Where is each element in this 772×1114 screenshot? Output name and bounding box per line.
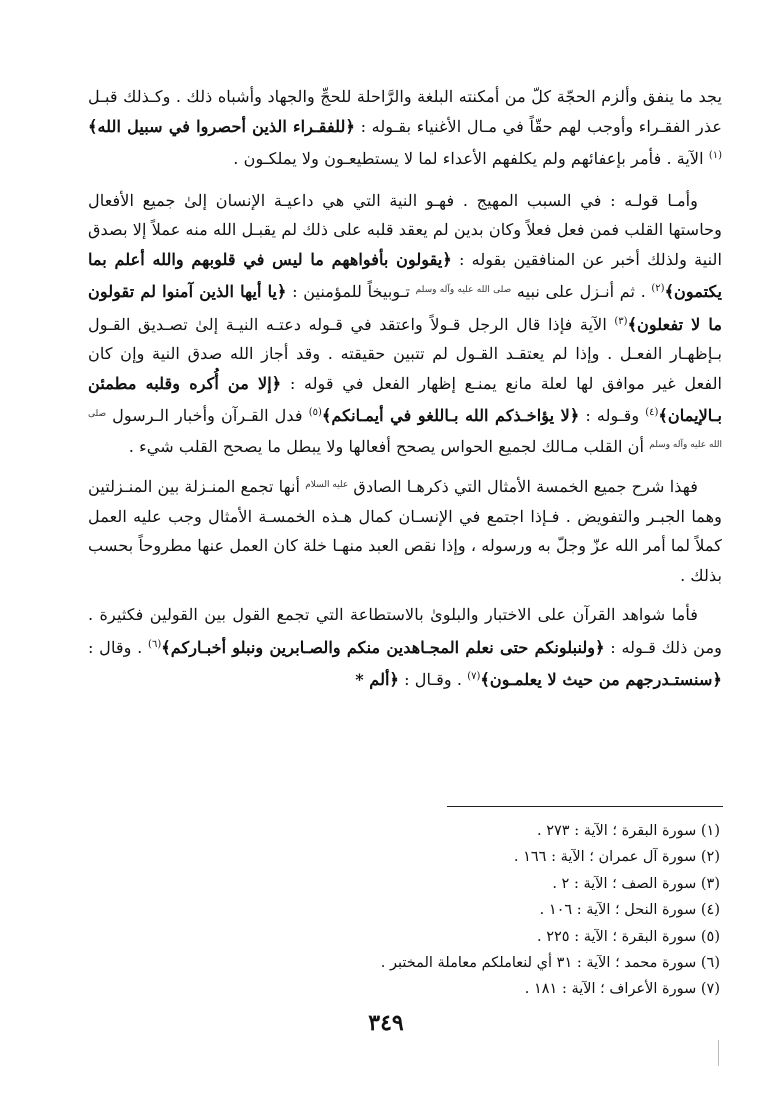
quran-verse: ﴿إلا من أُكره وقلبه مطمئن بـالإيمان﴾ bbox=[88, 373, 722, 425]
salawat-symbol: صلى الله عليه وآله وسلم bbox=[415, 285, 512, 295]
quran-verse: ﴿لا يؤاخـذكم الله بـاللغو في أيمـانكم﴾ bbox=[321, 406, 580, 425]
text-run: فهذا شرح جميع الخمسة الأمثال التي ذكرهـا الصادق bbox=[348, 477, 698, 496]
scan-edge-mark bbox=[718, 1040, 719, 1066]
text-run: الآية . فأمر بإعفائهم ولم يكلفهم الأعداء لما لا يستطيعـون ولا يملكـون . bbox=[233, 149, 709, 168]
quran-verse: ﴿يقولون بأفواههم ما ليس في قلوبهم والله أعلم بما يكتمون﴾ bbox=[88, 249, 722, 301]
paragraph-2 bbox=[88, 186, 722, 462]
quran-verse: ﴿سنستـدرجهم من حيث لا يعلمـون﴾ bbox=[480, 670, 722, 689]
text-run: الآية فإذا قال الرجل قـولاً واعتقد في قـوله دعتـه النيـة إلىٰ تصـديق القـول بـإظهـار الفعـل . وإذا لم يعتقـد القـول لم تتبين حقيقته . وقد أجاز الله صدق النية وإن كان الفعل غير موافق لها لعلة مانع يمنـع إظهار الفعل في قوله : bbox=[88, 314, 723, 393]
footnote-ref[interactable]: (٦) bbox=[148, 638, 162, 650]
text-run: فدل القـرآن وأخبار الـرسول bbox=[106, 406, 309, 425]
footnote-item: (٥) سورة البقرة ؛ الآية : ٢٢٥ . bbox=[537, 928, 720, 945]
main-text bbox=[88, 82, 722, 695]
footnote-ref[interactable]: (٥) bbox=[308, 407, 322, 418]
text-run: أن القلب مـالك لجميع الحواس يصحح أفعالها ولا يبطل ما يصحح القلب شيء . bbox=[128, 436, 650, 456]
text-run: وأمـا قولـه : في السبب المهيج . فهـو النية التي هي داعيـة الإنسان إلىٰ جميع الأفعال وحاستها القلب فمن فعل فعلاً وكان بدين لم يعقد قلبه على ذلك لم يقبـل الله منه عملاً إلا بصدق النية ولذلك أخبر عن المنافقين بقوله : bbox=[88, 190, 722, 269]
text-run: . ثم أنـزل على نبيه bbox=[511, 282, 652, 301]
footnote-ref[interactable]: (٤) bbox=[645, 407, 659, 418]
paragraph-1 bbox=[88, 82, 722, 174]
text-run: يجد ما ينفق وألزم الحجّة كلّ من أمكنته البلغة والرَّاحلة للحجِّ والجهاد وأشباه ذلك . وكـذلك قبـل عذر الفقـراء وأوجب لهم حقّاً في مـال الأغنياء بقـوله : bbox=[88, 87, 722, 136]
salutation-symbol: عليه السلام bbox=[305, 480, 349, 490]
quran-verse: ﴿ألم * bbox=[355, 670, 399, 689]
salawat-symbol: صلى الله عليه وآله وسلم bbox=[88, 409, 722, 450]
footnote-divider bbox=[447, 806, 723, 807]
footnote-ref[interactable]: (٧) bbox=[467, 671, 481, 682]
page-number: ٣٤٩ bbox=[368, 1010, 404, 1036]
text-run: فأما شواهد القرآن على الاختبار والبلوىٰ بالاستطاعة التي تجمع القول بين القولين فكثيرة . ومن ذلك قـوله : bbox=[88, 605, 722, 657]
footnotes-list bbox=[88, 818, 720, 1003]
quran-verse: ﴿للفقـراء الذين أحصروا في سبيل الله﴾ bbox=[88, 116, 355, 136]
footnote-item: (٤) سورة النحل ؛ الآية : ١٠٦ . bbox=[539, 902, 720, 919]
footnote-ref[interactable]: (٣) bbox=[614, 315, 628, 327]
footnote-item: (٣) سورة الصف ؛ الآية : ٢ . bbox=[552, 875, 720, 892]
text-run: أنها تجمع المنـزلة بين المنـزلتين وهما الجبـر والتفويض . فـإذا اجتمع في الإنسـان كمال هـذه الخمسـة الأمثال وجب عليه العمل كملاً لما أمر الله عزّ وجلّ به ورسوله ، وإذا نقص العبد منهـا خلة كان العمل عنها مطروحاً بحسب بذلك . bbox=[88, 477, 722, 585]
footnote-item: (١) سورة البقرة ؛ الآية : ٢٧٣ . bbox=[537, 823, 720, 839]
quran-verse: ﴿ولنبلونكم حتى نعلم المجـاهدين منكم والصـابرين ونبلو أخبـاركم﴾ bbox=[161, 637, 605, 657]
text-run: . وقـال : bbox=[399, 670, 468, 689]
footnote-item: (٧) سورة الأعراف ؛ الآية : ١٨١ . bbox=[524, 981, 720, 998]
footnote-ref[interactable]: (١) bbox=[708, 150, 722, 161]
text-run: . وقال : bbox=[88, 637, 149, 657]
paragraph-4 bbox=[88, 600, 722, 695]
footnote-item: (٦) سورة محمد ؛ الآية : ٣١ أي لنعاملكم معاملة المختبر . bbox=[380, 955, 720, 972]
footnote-ref[interactable]: (٢) bbox=[651, 283, 665, 294]
text-run: وقـوله : bbox=[579, 406, 646, 425]
text-run: تـوبيخاً للمؤمنين : bbox=[286, 282, 416, 301]
paragraph-3 bbox=[88, 471, 722, 590]
footnote-item: (٢) سورة آل عمران ؛ الآية : ١٦٦ . bbox=[513, 849, 720, 866]
quran-verse: ﴿يا أيها الذين آمنوا لم تقولون ما لا تفعلون﴾ bbox=[88, 282, 723, 334]
